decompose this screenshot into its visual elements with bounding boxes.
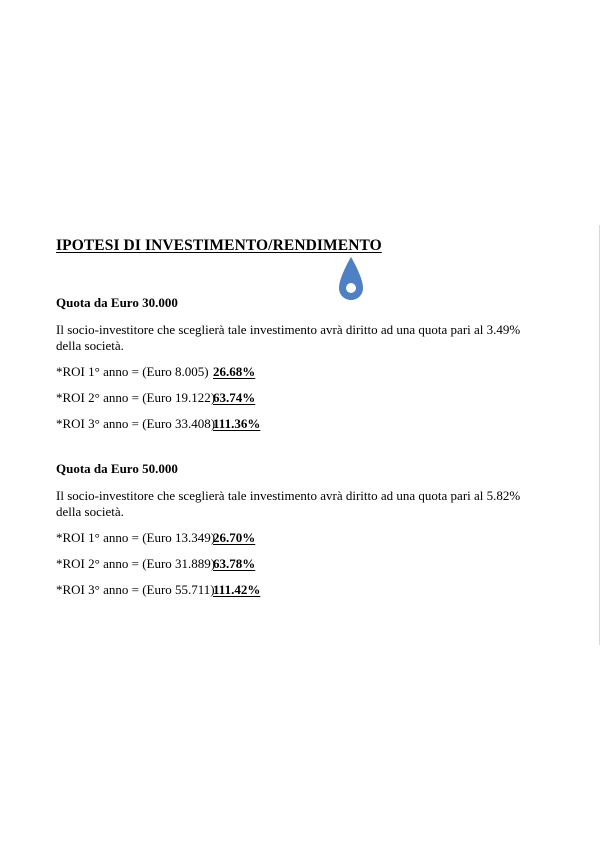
roi-value: 111.42% (213, 582, 261, 597)
investment-section-2 (56, 461, 536, 597)
roi-label: *ROI 1° anno = (Euro 8.005) (56, 364, 209, 379)
section-description: Il socio-investitore che sceglierà tale investimento avrà diritto ad una quota pari al 5.82% della società. (56, 488, 521, 519)
roi-row (56, 390, 536, 405)
roi-value: 26.70% (213, 530, 256, 545)
roi-row (56, 582, 536, 597)
investment-section-1 (56, 295, 536, 431)
roi-value: 111.36% (213, 416, 261, 431)
roi-row (56, 556, 536, 571)
roi-row (56, 364, 536, 379)
roi-label: *ROI 1° anno = (Euro 13.349) (56, 530, 216, 545)
roi-label: *ROI 2° anno = (Euro 19.122) (56, 390, 216, 405)
roi-list (56, 530, 536, 597)
page-title: IPOTESI DI INVESTIMENTO/RENDIMENTO (56, 237, 382, 254)
section-heading: Quota da Euro 50.000 (56, 461, 178, 476)
section-description: Il socio-investitore che sceglierà tale investimento avrà diritto ad una quota pari al 3.49% della società. (56, 322, 521, 353)
roi-row (56, 530, 536, 545)
roi-label: *ROI 3° anno = (Euro 33.408) (56, 416, 216, 431)
roi-label: *ROI 2° anno = (Euro 31.889) (56, 556, 216, 571)
section-heading: Quota da Euro 30.000 (56, 295, 178, 310)
roi-label: *ROI 3° anno = (Euro 55.711) (56, 582, 215, 597)
roi-list (56, 364, 536, 431)
roi-row (56, 416, 536, 431)
roi-value: 63.78% (213, 556, 256, 571)
roi-value: 26.68% (213, 364, 256, 379)
roi-value: 63.74% (213, 390, 256, 405)
